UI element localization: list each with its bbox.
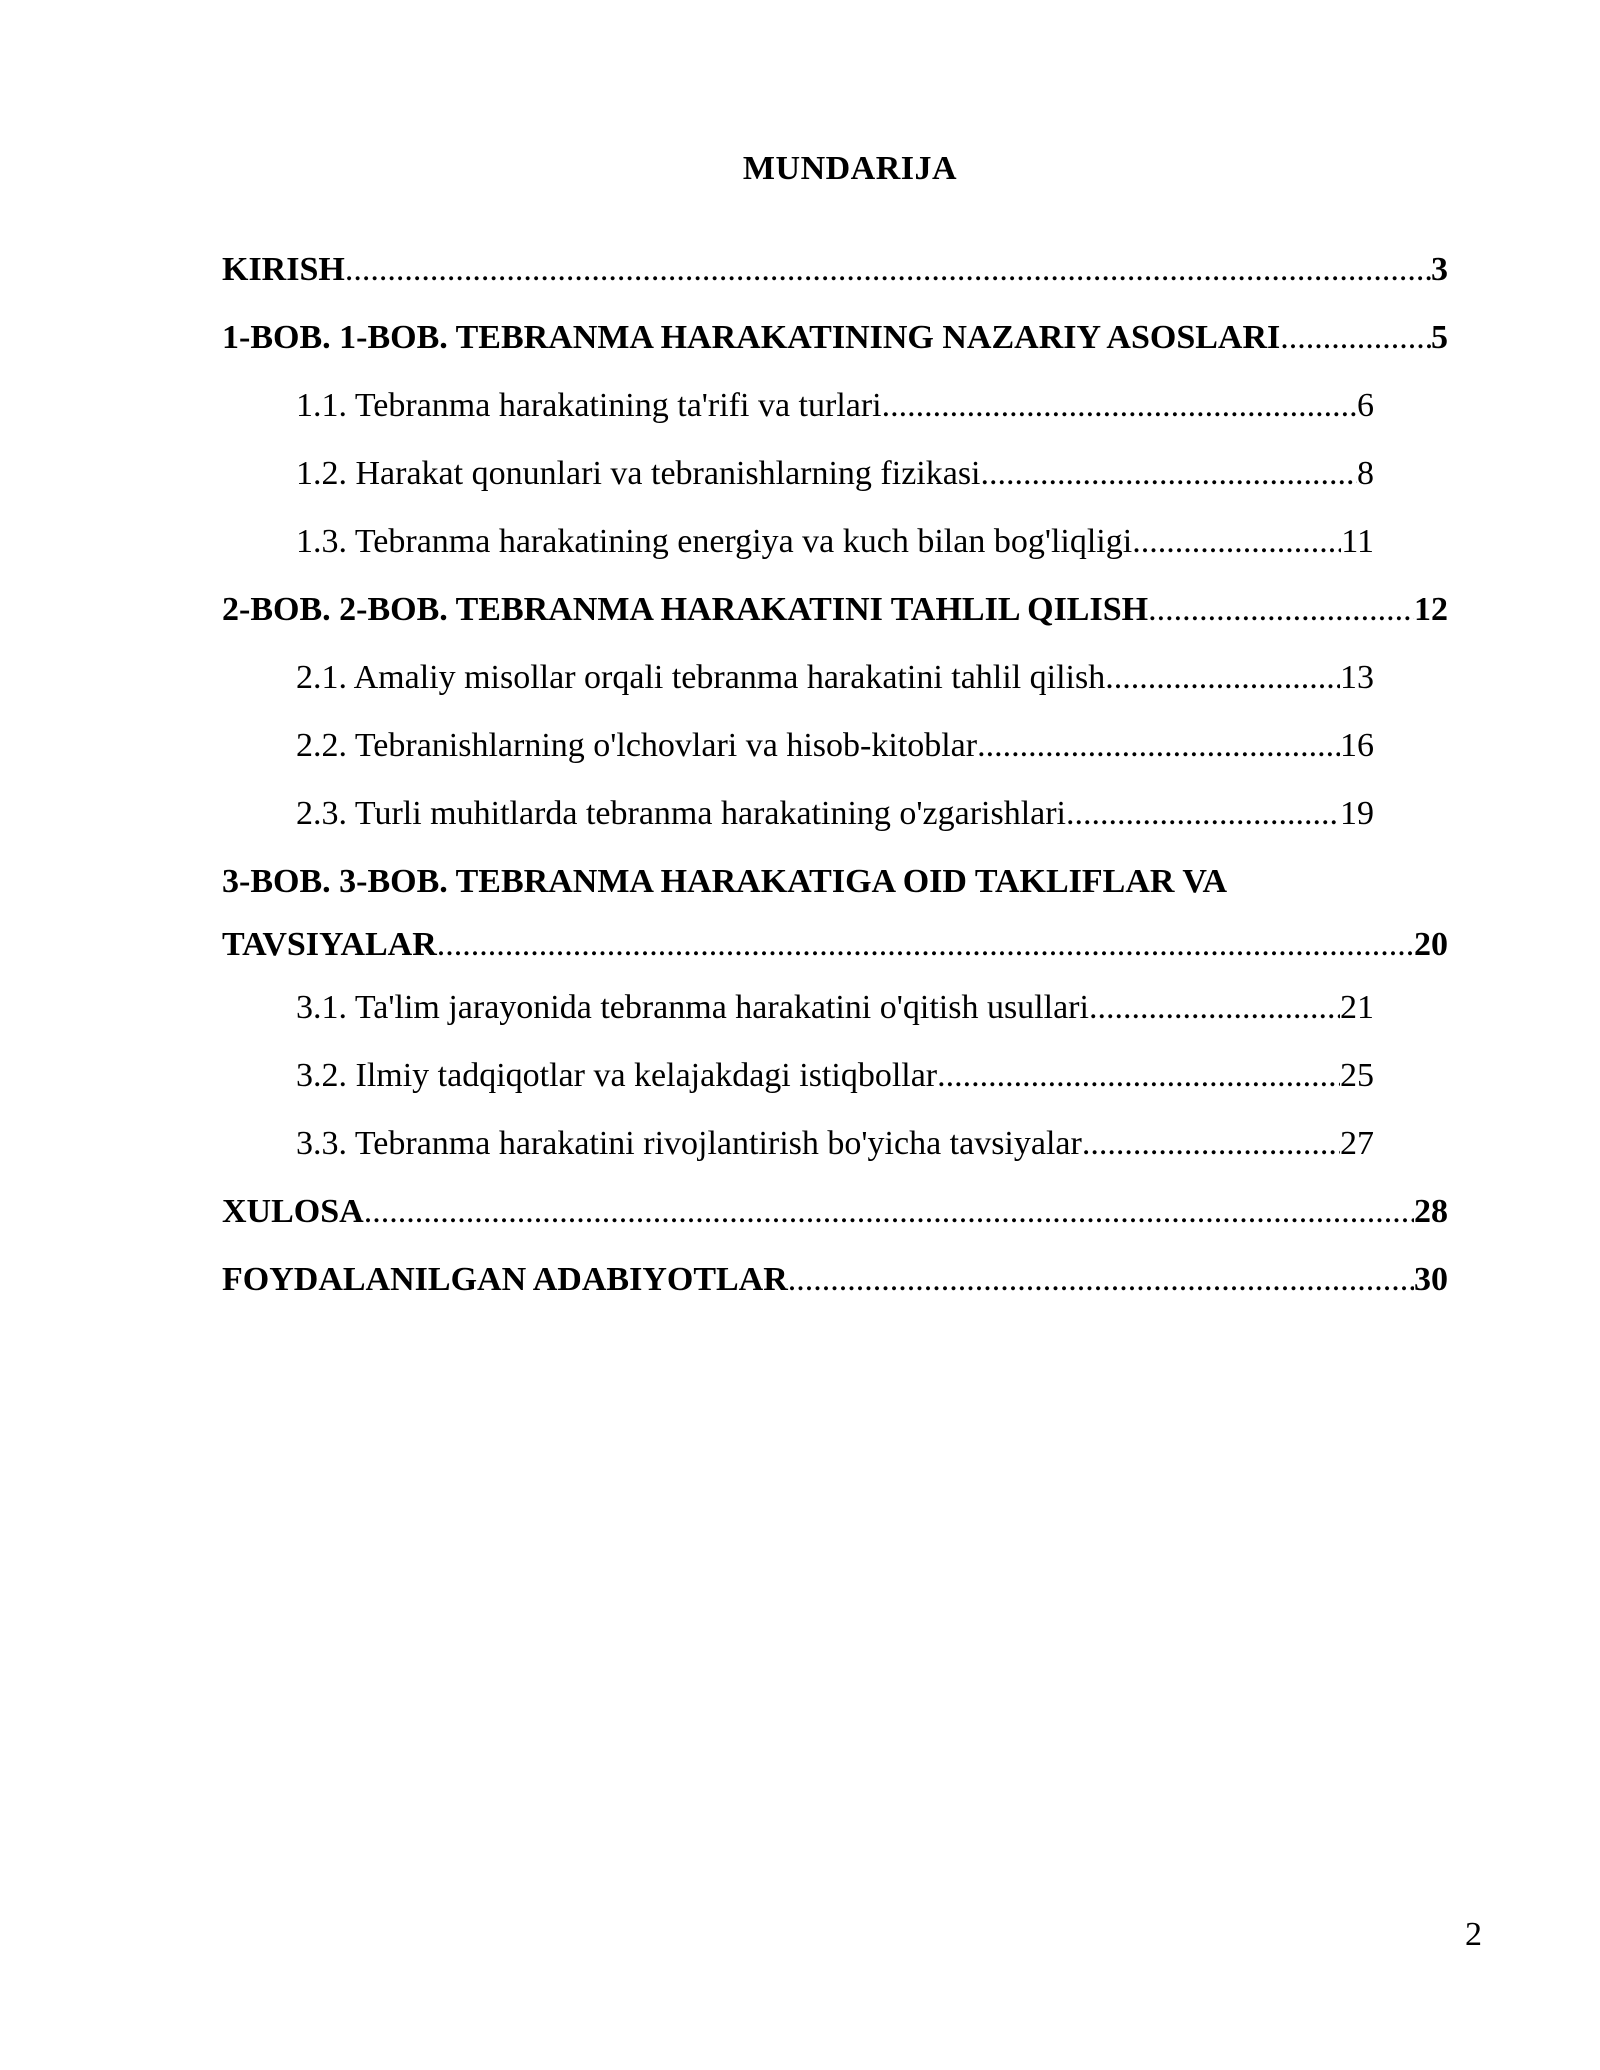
toc-page-number: 19 [1340,795,1374,832]
toc-entry-section-2-3[interactable] [222,780,1374,848]
dot-leader [1148,576,1414,644]
dot-leader [364,1178,1414,1246]
toc-page-number: 20 [1414,926,1448,963]
toc-page-number: 30 [1414,1261,1448,1298]
toc-entry-kirish[interactable] [222,236,1448,304]
toc-entry-text: 3.2. Ilmiy tadqiqotlar va kelajakdagi istiqbollar [296,1057,938,1094]
toc-page-number: 27 [1340,1125,1374,1162]
toc-page-number: 16 [1340,727,1374,764]
toc-entry-text: 2.2. Tebranishlarning o'lchovlari va hisob-kitoblar [296,727,978,764]
toc-entry-section-2-2[interactable] [222,712,1374,780]
toc-entry-chapter-3[interactable] [222,848,1448,974]
toc-entry-line2 [222,916,1448,974]
dot-leader [882,372,1357,440]
table-of-contents [222,236,1448,1314]
page-number: 2 [1465,1916,1482,1953]
toc-page-number: 5 [1431,319,1448,356]
dot-leader [437,916,1414,974]
dot-leader [977,712,1340,780]
toc-entry-text: XULOSA [222,1193,364,1230]
toc-entry-text: KIRISH [222,251,345,288]
toc-entry-text: 2.1. Amaliy misollar orqali tebranma harakatini tahlil qilish [296,659,1106,696]
toc-page-number: 13 [1340,659,1374,696]
dot-leader [788,1246,1414,1314]
dot-leader [1082,1110,1340,1178]
dot-leader [1280,304,1431,372]
toc-page-number: 8 [1357,455,1374,492]
dot-leader [1105,644,1340,712]
toc-page-number: 6 [1357,387,1374,424]
toc-entry-section-1-3[interactable] [222,508,1374,576]
dot-leader [1132,508,1341,576]
toc-entry-text: 1.1. Tebranma harakatining ta'rifi va turlari [296,387,882,424]
toc-entry-text: 3.1. Ta'lim jarayonida tebranma harakatini o'qitish usullari [296,989,1089,1026]
dot-leader [1066,780,1340,848]
toc-entry-text: 2-BOB. 2-BOB. TEBRANMA HARAKATINI TAHLIL QILISH [222,591,1149,628]
toc-entry-text: 1.3. Tebranma harakatining energiya va kuch bilan bog'liqligi [296,523,1133,560]
toc-entry-text: FOYDALANILGAN ADABIYOTLAR [222,1261,788,1298]
dot-leader [981,440,1358,508]
toc-entry-section-1-1[interactable] [222,372,1374,440]
toc-page-number: 21 [1340,989,1374,1026]
toc-entry-xulosa[interactable] [222,1178,1448,1246]
toc-entry-section-3-3[interactable] [222,1110,1374,1178]
toc-page-number: 12 [1414,591,1448,628]
toc-entry-text: 1-BOB. 1-BOB. TEBRANMA HARAKATINING NAZARIY ASOSLARI [222,319,1281,356]
toc-entry-chapter-1[interactable] [222,304,1448,372]
toc-title: MUNDARIJA [742,150,958,187]
toc-entry-chapter-2[interactable] [222,576,1448,644]
toc-entry-text-line2: TAVSIYALAR [222,926,437,963]
toc-entry-text-line1: 3-BOB. 3-BOB. TEBRANMA HARAKATIGA OID TAKLIFLAR VA [222,863,1228,900]
toc-entry-text: 1.2. Harakat qonunlari va tebranishlarning fizikasi [296,455,981,492]
dot-leader [345,236,1431,304]
toc-entry-section-1-2[interactable] [222,440,1374,508]
toc-entry-section-3-2[interactable] [222,1042,1374,1110]
toc-entry-text: 3.3. Tebranma harakatini rivojlantirish bo'yicha tavsiyalar [296,1125,1082,1162]
toc-page-number: 28 [1414,1193,1448,1230]
toc-entry-section-2-1[interactable] [222,644,1374,712]
toc-entry-text: 2.3. Turli muhitlarda tebranma harakatining o'zgarishlari [296,795,1066,832]
dot-leader [937,1042,1340,1110]
toc-page-number: 11 [1341,523,1374,560]
toc-page-number: 25 [1340,1057,1374,1094]
toc-page-number: 3 [1431,251,1448,288]
toc-entry-section-3-1[interactable] [222,974,1374,1042]
dot-leader [1089,974,1340,1042]
toc-entry-references[interactable] [222,1246,1448,1314]
